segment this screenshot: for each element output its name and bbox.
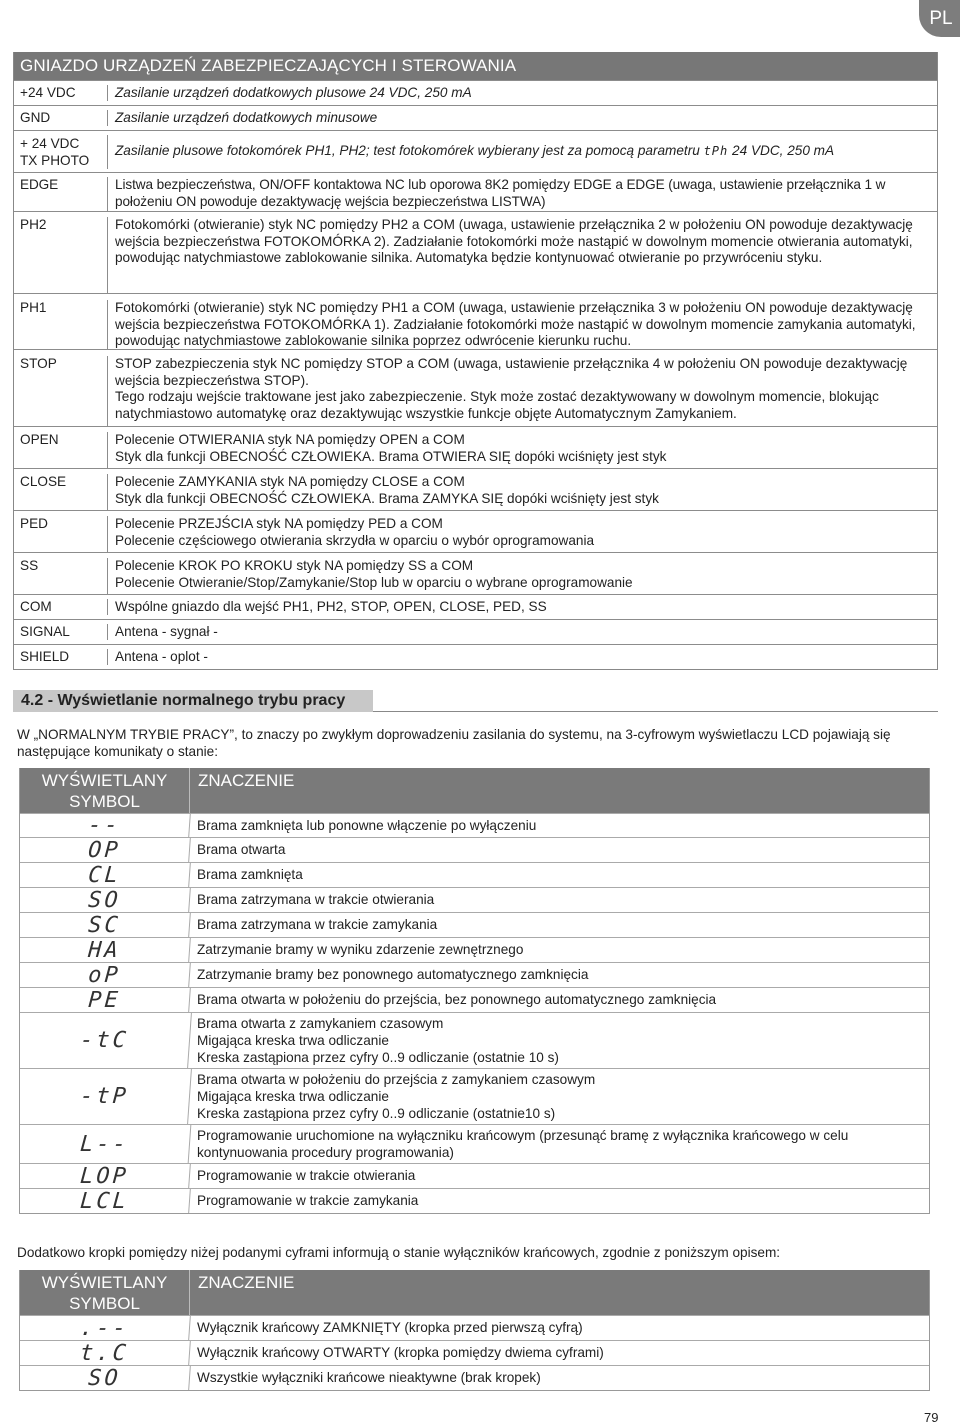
terminal-description bbox=[108, 143, 937, 160]
terminal-description: Fotokomórki (otwieranie) styk NC pomiędzy PH1 a COM (uwaga, ustawienie przełącznika 3 w położeniu ON powoduje dezaktywację wejścia bezpieczeństwa FOTOKOMÓRKA 1). Zadziałanie fotokomórki może nastąpić w dowolnym momencie zamykania automatyki, powodując natychmiastowe zablokowanie silnika poprzez odwrócenie kierunku ruchu. bbox=[115, 300, 916, 348]
lcd-symbol: oP bbox=[19, 963, 191, 987]
terminal-table bbox=[13, 52, 938, 670]
page-number: 79 bbox=[924, 1410, 939, 1425]
section-title: 4.2 - Wyświetlanie normalnego trybu pracy bbox=[21, 692, 346, 709]
lcd-symbol: CL bbox=[19, 863, 191, 887]
terminal-label: CLOSE bbox=[14, 474, 108, 510]
terminal-description bbox=[108, 516, 937, 552]
terminal-description-text: Polecenie ZAMYKANIA styk NA pomiędzy CLOSE a COM bbox=[115, 474, 465, 489]
symbol-meaning bbox=[190, 838, 929, 862]
table-row bbox=[14, 105, 937, 130]
symbol-meaning bbox=[190, 938, 929, 962]
section-heading bbox=[13, 690, 938, 712]
meaning-line: Brama otwarta z zamykaniem czasowym bbox=[197, 1015, 444, 1031]
display-symbol-table bbox=[19, 768, 930, 1214]
symbol-meaning bbox=[190, 814, 929, 837]
meaning-line: Programowanie uruchomione na wyłączniku krańcowym (przesunąć bramę z wyłącznika krańcowego w celu kontynuowania procedury programowania) bbox=[197, 1127, 849, 1160]
table-row bbox=[14, 619, 937, 644]
terminal-label: SS bbox=[14, 558, 108, 594]
symbol-meaning bbox=[190, 913, 929, 937]
terminal-description bbox=[108, 474, 937, 510]
meaning-line: Brama otwarta bbox=[197, 842, 286, 858]
column-header-symbol bbox=[20, 768, 190, 813]
table-header bbox=[20, 768, 929, 813]
table-row bbox=[20, 937, 929, 962]
meaning-line: Zatrzymanie bramy bez ponownego automatycznego zamknięcia bbox=[197, 967, 589, 983]
table-row bbox=[14, 594, 937, 619]
terminal-description bbox=[108, 432, 937, 468]
lcd-symbol: .-- bbox=[19, 1316, 191, 1340]
table-row bbox=[20, 1188, 929, 1213]
terminal-description: Antena - oplot - bbox=[115, 648, 208, 664]
terminal-description-text: Styk dla funkcji OBECNOŚĆ CZŁOWIEKA. Brama OTWIERA SIĘ dopóki wciśnięty jest styk bbox=[115, 448, 667, 464]
table-row bbox=[20, 987, 929, 1012]
meaning-line: Wyłącznik krańcowy OTWARTY (kropka pomiędzy dwiema cyframi) bbox=[197, 1345, 604, 1361]
meaning-line: Programowanie w trakcie zamykania bbox=[197, 1193, 419, 1209]
meaning-line: Wszystkie wyłączniki krańcowe nieaktywne (brak kropek) bbox=[197, 1370, 541, 1386]
terminal-description: Antena - sygnał - bbox=[115, 623, 218, 639]
table-row bbox=[20, 1124, 929, 1163]
terminal-description: Wspólne gniazdo dla wejść PH1, PH2, STOP, OPEN, CLOSE, PED, SS bbox=[115, 598, 547, 614]
table-row bbox=[14, 468, 937, 510]
terminal-label: SIGNAL bbox=[14, 624, 108, 641]
intro-paragraph: W „NORMALNYM TRYBIE PRACY”, to znaczy po zwykłym doprowadzeniu zasilania do systemu, na 3-cyfrowym wyświetlaczu LCD pojawiają się następujące komunikaty o stanie: bbox=[17, 727, 891, 759]
limit-switch-table bbox=[19, 1270, 930, 1391]
table-row bbox=[14, 172, 937, 211]
lcd-symbol: LCL bbox=[19, 1189, 191, 1213]
column-header-line: WYŚWIETLANY bbox=[41, 771, 168, 790]
lcd-symbol: SO bbox=[19, 888, 191, 912]
meaning-line: Kreska zastąpiona przez cyfry 0..9 odliczanie (ostatnie 10 s) bbox=[197, 1050, 559, 1066]
table-row bbox=[20, 837, 929, 862]
terminal-description bbox=[108, 356, 937, 426]
table-row bbox=[20, 1340, 929, 1365]
terminal-description-text: Polecenie Otwieranie/Stop/Zamykanie/Stop lub w oparciu o wybrane oprogramowanie bbox=[115, 574, 633, 590]
meaning-line: Brama zamknięta lub ponowne włączenie po wyłączeniu bbox=[197, 817, 537, 833]
terminal-description-text: Polecenie PRZEJŚCIA styk NA pomiędzy PED a COM bbox=[115, 516, 443, 531]
meaning-line: Migająca kreska trwa odliczanie bbox=[197, 1032, 389, 1048]
table-row bbox=[14, 644, 937, 669]
table-row bbox=[14, 130, 937, 172]
terminal-label: GND bbox=[14, 110, 108, 127]
symbol-meaning bbox=[190, 1164, 929, 1188]
limit-switch-paragraph: Dodatkowo kropki pomiędzy niżej podanymi cyframi informują o stanie wyłączników krańcowych, zgodnie z poniższym opisem: bbox=[17, 1245, 781, 1260]
table-row bbox=[14, 552, 937, 594]
lcd-symbol: -tP bbox=[18, 1069, 192, 1124]
table-row bbox=[14, 349, 937, 426]
symbol-meaning bbox=[190, 863, 929, 887]
terminal-label bbox=[14, 135, 108, 169]
table-row bbox=[14, 211, 937, 293]
meaning-line: Zatrzymanie bramy w wyniku zdarzenie zewnętrznego bbox=[197, 942, 524, 958]
symbol-meaning bbox=[190, 1316, 929, 1340]
terminal-description-text: Tego rodzaju wejście traktowane jest jako zabezpieczenie. Styk może zostać dezaktywowany w dowolnym momencie, blokując natychmiastowo automatykę oraz dezaktywując wszystkie funkcje objęte Automatycznym Zamykaniem. bbox=[115, 389, 879, 421]
lcd-symbol: -- bbox=[19, 814, 191, 837]
table-row bbox=[20, 813, 929, 837]
column-header-line: SYMBOL bbox=[69, 1294, 140, 1313]
symbol-meaning bbox=[190, 1341, 929, 1365]
column-header-line: WYŚWIETLANY bbox=[41, 1273, 168, 1292]
table-row bbox=[20, 1163, 929, 1188]
table-row bbox=[14, 80, 937, 105]
terminal-description-text: 24 VDC, 250 mA bbox=[732, 143, 835, 159]
terminal-label: OPEN bbox=[14, 432, 108, 468]
terminal-label: PH2 bbox=[14, 217, 108, 293]
section-title-box bbox=[13, 690, 373, 712]
column-header-line: SYMBOL bbox=[69, 792, 140, 811]
terminal-label: PH1 bbox=[14, 300, 108, 349]
table-row bbox=[20, 862, 929, 887]
symbol-meaning bbox=[190, 888, 929, 912]
terminal-label: STOP bbox=[14, 356, 108, 426]
meaning-line: Brama otwarta w położeniu do przejścia z zamykaniem czasowym bbox=[197, 1071, 596, 1087]
lcd-symbol: OP bbox=[19, 838, 191, 862]
language-code: PL bbox=[929, 7, 953, 29]
symbol-meaning bbox=[190, 1069, 929, 1124]
terminal-description-text: Zasilanie plusowe fotokomórek PH1, PH2; test fotokomórek wybierany jest za pomocą parametru bbox=[115, 143, 700, 159]
symbol-meaning bbox=[190, 1366, 929, 1390]
terminal-label: SHIELD bbox=[14, 649, 108, 666]
meaning-line: Migająca kreska trwa odliczanie bbox=[197, 1088, 389, 1104]
terminal-description: Fotokomórki (otwieranie) styk NC pomiędzy PH2 a COM (uwaga, ustawienie przełącznika 2 w położeniu ON powoduje dezaktywację wejścia bezpieczeństwa FOTOKOMÓRKA 2). Zadziałanie fotokomórki może nastąpić w dowolnym momencie otwierania automatyki, powodując natychmiastowe zablokowanie silnika. Automatyka będzie kontynuować otwieranie po przywróceniu styku. bbox=[115, 217, 913, 265]
meaning-line: Brama otwarta w położeniu do przejścia, bez ponownego automatycznego zamknięcia bbox=[197, 992, 717, 1008]
terminal-label: +24 VDC bbox=[14, 85, 108, 102]
meaning-line: Wyłącznik krańcowy ZAMKNIĘTY (kropka przed pierwszą cyfrą) bbox=[197, 1320, 583, 1336]
terminal-table-title: GNIAZDO URZĄDZEŃ ZABEZPIECZAJĄCYCH I STEROWANIA bbox=[14, 52, 937, 80]
lcd-symbol: -tC bbox=[18, 1013, 192, 1068]
column-header-symbol bbox=[20, 1270, 190, 1315]
terminal-description-text: Styk dla funkcji OBECNOŚĆ CZŁOWIEKA. Brama ZAMYKA SIĘ dopóki wciśnięty jest styk bbox=[115, 490, 659, 506]
lcd-symbol: LOP bbox=[19, 1164, 191, 1188]
table-row bbox=[20, 1315, 929, 1340]
terminal-description bbox=[108, 558, 937, 594]
lcd-symbol: HA bbox=[19, 938, 191, 962]
symbol-meaning bbox=[190, 988, 929, 1012]
lcd-symbol: t.C bbox=[19, 1341, 191, 1365]
lcd-symbol: L-- bbox=[19, 1125, 192, 1163]
symbol-meaning bbox=[190, 963, 929, 987]
terminal-label-line: + 24 VDC bbox=[20, 135, 80, 151]
table-row bbox=[20, 1068, 929, 1124]
lcd-symbol: SC bbox=[19, 913, 191, 937]
terminal-description-text: STOP zabezpieczenia styk NC pomiędzy STOP a COM (uwaga, ustawienie przełącznika 4 w położeniu ON powoduje dezaktywację wejścia bezpieczeństwa STOP). bbox=[115, 356, 908, 388]
terminal-description-text: Polecenie OTWIERANIA styk NA pomiędzy OPEN a COM bbox=[115, 432, 465, 447]
lcd-parameter: tPh bbox=[703, 144, 729, 159]
column-header-meaning: ZNACZENIE bbox=[198, 1273, 295, 1292]
symbol-meaning bbox=[190, 1189, 929, 1213]
lcd-symbol: PE bbox=[19, 988, 191, 1012]
column-header-meaning: ZNACZENIE bbox=[198, 771, 295, 790]
table-row bbox=[20, 887, 929, 912]
table-row bbox=[14, 510, 937, 552]
terminal-description: Zasilanie urządzeń dodatkowych plusowe 24 VDC, 250 mA bbox=[115, 84, 472, 100]
terminal-label-line: TX PHOTO bbox=[20, 152, 90, 168]
table-header bbox=[20, 1270, 929, 1315]
terminal-description-text: Polecenie częściowego otwierania skrzydła w oparciu o wybór oprogramowania bbox=[115, 532, 595, 548]
table-row bbox=[20, 962, 929, 987]
symbol-meaning bbox=[190, 1013, 929, 1068]
meaning-line: Programowanie w trakcie otwierania bbox=[197, 1168, 416, 1184]
terminal-description: Zasilanie urządzeń dodatkowych minusowe bbox=[115, 109, 378, 125]
table-row bbox=[20, 912, 929, 937]
table-row bbox=[20, 1012, 929, 1068]
meaning-line: Kreska zastąpiona przez cyfry 0..9 odliczanie (ostatnie10 s) bbox=[197, 1106, 556, 1122]
table-row bbox=[14, 293, 937, 349]
table-row bbox=[20, 1365, 929, 1390]
meaning-line: Brama zatrzymana w trakcie otwierania bbox=[197, 892, 435, 908]
meaning-line: Brama zatrzymana w trakcie zamykania bbox=[197, 917, 438, 933]
language-badge bbox=[919, 0, 960, 37]
symbol-meaning bbox=[190, 1125, 929, 1163]
table-row bbox=[14, 426, 937, 468]
terminal-label: EDGE bbox=[14, 177, 108, 211]
terminal-description-text: Polecenie KROK PO KROKU styk NA pomiędzy SS a COM bbox=[115, 558, 474, 573]
lcd-symbol: SO bbox=[19, 1366, 191, 1390]
meaning-line: Brama zamknięta bbox=[197, 867, 303, 883]
terminal-label: COM bbox=[14, 599, 108, 616]
terminal-label: PED bbox=[14, 516, 108, 552]
terminal-description: Listwa bezpieczeństwa, ON/OFF kontaktowa NC lub oporowa 8K2 pomiędzy EDGE a EDGE (uwaga, ustawienie przełącznika 1 w położeniu ON powoduje dezaktywację wejścia bezpieczeństwa LISTWA) bbox=[115, 177, 886, 209]
